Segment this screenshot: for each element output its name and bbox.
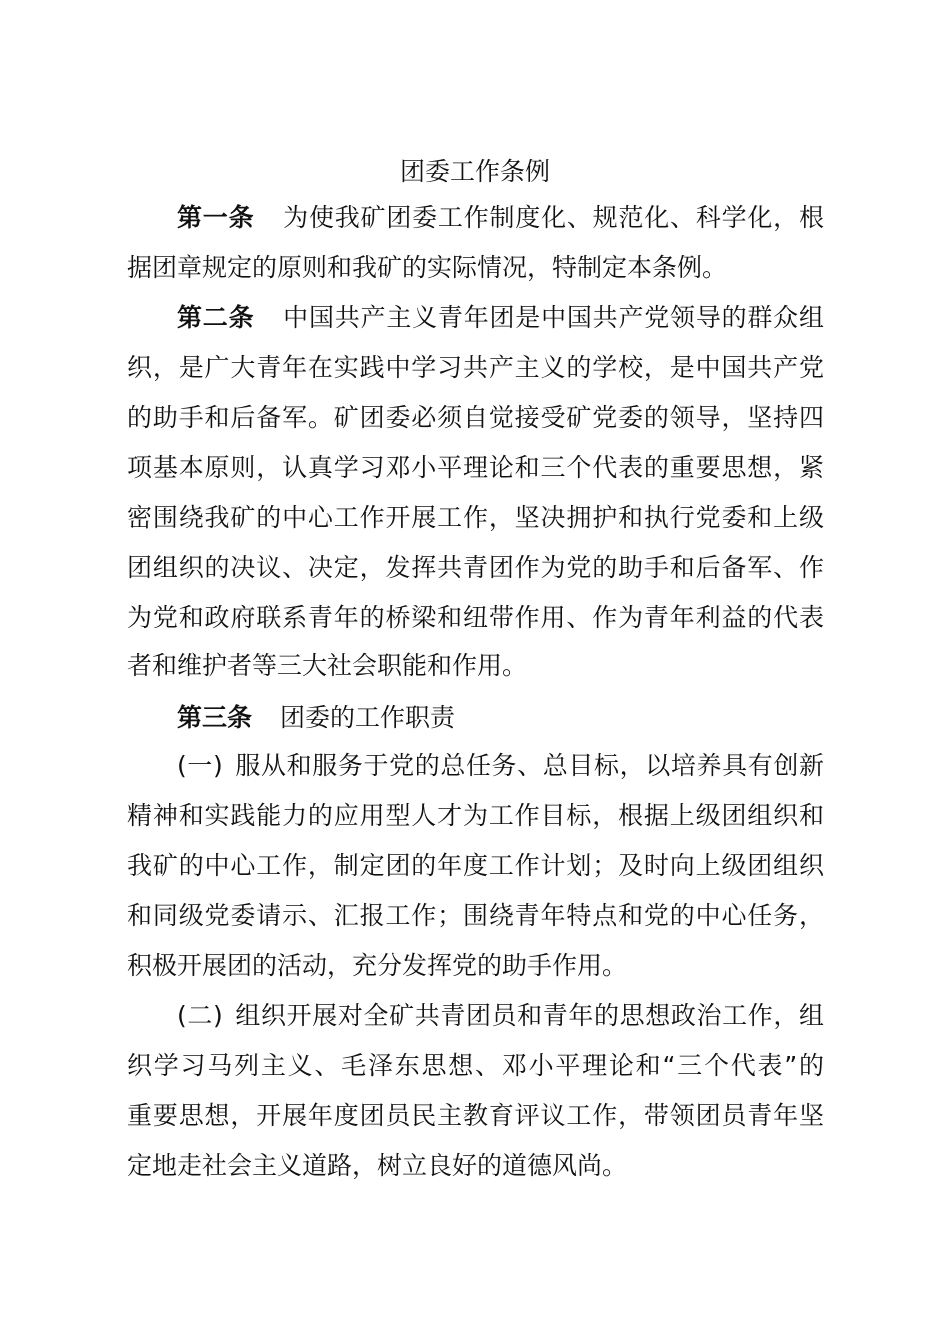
item-1-line-5: 积极开展团的活动，充分发挥党的助手作用。 [127, 951, 628, 980]
item-2-marker: (二) [177, 1001, 223, 1030]
article-3-line-1 [177, 698, 824, 738]
item-2-line-2: 织学习马列主义、毛泽东思想、邓小平理论和“三个代表”的 [127, 1051, 824, 1080]
article-2-text: 中国共产主义青年团是中国共产党领导的群众组 [282, 303, 824, 332]
article-2-line-8: 者和维护者等三大社会职能和作用。 [127, 651, 528, 680]
item-1-line-1 [177, 746, 824, 786]
article-3-label: 第三条 [177, 703, 253, 732]
item-2-line-3: 重要思想，开展年度团员民主教育评议工作，带领团员青年坚 [127, 1101, 824, 1130]
item-1-line-3: 我矿的中心工作，制定团的年度工作计划；及时向上级团组织 [127, 851, 824, 880]
item-1-line-4: 和同级党委请示、汇报工作；围绕青年特点和党的中心任务， [127, 901, 824, 930]
article-2-label: 第二条 [177, 303, 255, 332]
item-2-line-4: 定地走社会主义道路，树立良好的道德风尚。 [127, 1151, 628, 1180]
article-2-line-2: 织，是广大青年在实践中学习共产主义的学校，是中国共产党 [127, 353, 824, 382]
article-1-line-2: 据团章规定的原则和我矿的实际情况，特制定本条例。 [127, 253, 728, 282]
article-2-line-3: 的助手和后备军。矿团委必须自觉接受矿党委的领导，坚持四 [127, 403, 824, 432]
item-1-text: 服从和服务于党的总任务、总目标，以培养具有创新 [234, 751, 824, 780]
article-2-line-7: 为党和政府联系青年的桥梁和纽带作用、作为青年利益的代表 [127, 603, 824, 632]
item-1-marker: (一) [177, 751, 223, 780]
document-title: 团委工作条例 [399, 157, 550, 186]
article-1-line-1 [177, 198, 824, 238]
article-2-line-1 [177, 298, 824, 338]
item-2-text: 组织开展对全矿共青团员和青年的思想政治工作，组 [234, 1001, 824, 1030]
article-1-text: 为使我矿团委工作制度化、规范化、科学化，根 [282, 203, 824, 232]
article-2-line-6: 团组织的决议、决定，发挥共青团作为党的助手和后备军、作 [127, 553, 824, 582]
article-2-line-5: 密围绕我矿的中心工作开展工作，坚决拥护和执行党委和上级 [127, 503, 824, 532]
item-2-line-1 [177, 996, 824, 1036]
item-1-line-2: 精神和实践能力的应用型人才为工作目标，根据上级团组织和 [127, 801, 824, 830]
article-3-text: 团委的工作职责 [280, 703, 456, 732]
article-1-label: 第一条 [177, 203, 255, 232]
article-2-line-4: 项基本原则，认真学习邓小平理论和三个代表的重要思想，紧 [127, 453, 824, 482]
